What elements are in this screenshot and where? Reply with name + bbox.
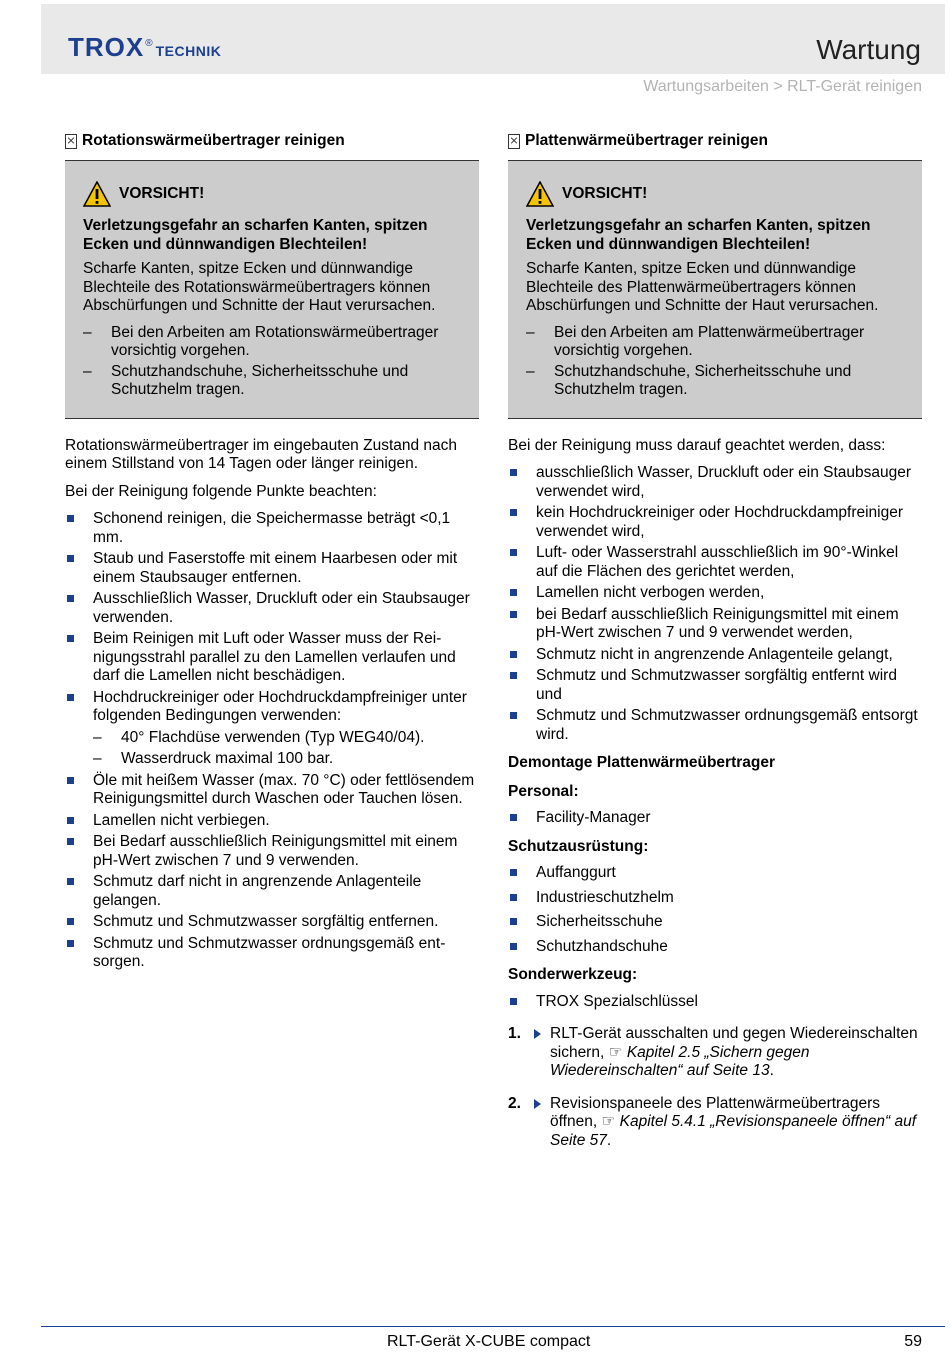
step-arrow-icon xyxy=(532,1025,550,1081)
warning-box xyxy=(508,161,922,419)
warning-subtitle: Verletzungsgefahr an scharfen Kanten, spitzen Ecken und dünnwandigen Blechteilen! xyxy=(526,217,871,253)
right-body xyxy=(508,437,922,1151)
bullet-icon xyxy=(508,464,536,501)
list-item: Schmutz und Schmutzwasser sorgfältig entfernen. xyxy=(65,913,479,932)
bullet-icon xyxy=(508,809,536,828)
warning-label: VORSICHT! xyxy=(119,184,205,202)
warning-box xyxy=(65,161,479,419)
bullet-icon xyxy=(508,606,536,643)
list-item: Schmutz und Schmutzwasser ordnungsgemäß entsorgt wird. xyxy=(508,707,922,744)
bullet-icon xyxy=(508,864,536,883)
footer-title: RLT-Gerät X-CUBE compact xyxy=(387,1333,591,1350)
list-item: Auffanggurt xyxy=(508,864,922,883)
list-item: – Schutzhandschuhe, Sicherheitsschuhe und Schutzhelm tragen. xyxy=(526,362,852,398)
list-item: Schmutz und Schmutzwasser ordnungsgemäß entsorgen. xyxy=(65,935,479,972)
bullet-icon xyxy=(65,935,93,972)
list-item: Bei Bedarf ausschließlich Reinigungsmittel mit einem pH-Wert zwischen 7 und 9 verwenden. xyxy=(65,833,479,870)
cross-reference-link[interactable]: Kapitel 2.5 „Sichern gegen Wiedereinschalten“ auf Seite 13 xyxy=(550,1043,810,1079)
hand-pointer-icon: ☞ xyxy=(601,1113,616,1130)
chapter-title: Wartung xyxy=(816,34,921,65)
list-item: – Bei den Arbeiten am Rotationswärmeübertrager vorsichtig vorgehen. xyxy=(83,323,439,359)
step-arrow-icon xyxy=(532,1095,550,1151)
section-marker-icon xyxy=(65,134,77,149)
logo-main: TROX xyxy=(68,32,145,62)
bullet-icon xyxy=(65,812,93,831)
step-2: 2. Revisionspaneele des Plattenwärmeübertragers öffnen, ☞ Kapitel 5.4.1 „Revisionspaneele öffnen“ auf Seite 57. xyxy=(508,1094,917,1149)
list-item: kein Hochdruckreiniger oder Hochdruckdampfreiniger verwendet wird, xyxy=(508,504,922,541)
warning-subtitle: Verletzungsgefahr an scharfen Kanten, spitzen Ecken und dünnwandigen Blechteilen! xyxy=(83,217,428,253)
special-tool-title: Sonderwerkzeug: xyxy=(508,966,638,983)
warning-triangle-icon xyxy=(83,181,111,207)
list-item: Lamellen nicht verbiegen. xyxy=(65,812,479,831)
list-item: bei Bedarf ausschließlich Reinigungsmittel mit einem pH-Wert zwischen 7 und 9 verwendet werden, xyxy=(508,606,922,643)
bullet-icon xyxy=(508,707,536,744)
intro-text: Rotationswärmeübertrager im eingebauten Zustand nach einem Stillstand von 14 Tagen oder länger reinigen. xyxy=(65,436,458,472)
sub-list-item: – Wasserdruck maximal 100 bar. xyxy=(93,750,334,767)
bullet-icon xyxy=(65,772,93,809)
breadcrumb: Wartungsarbeiten > RLT-Gerät reinigen xyxy=(643,78,922,95)
hand-pointer-icon: ☞ xyxy=(608,1043,623,1061)
bullet-icon xyxy=(65,550,93,587)
personal-title: Personal: xyxy=(508,782,579,800)
logo-registered: ® xyxy=(145,38,153,49)
bullet-icon xyxy=(65,873,93,910)
list-item: Staub und Faserstoffe mit einem Haarbesen oder mit einem Staubsauger entfernen. xyxy=(65,550,479,587)
list-item: – Schutzhandschuhe, Sicherheitsschuhe und Schutzhelm tragen. xyxy=(83,362,409,398)
bullet-icon xyxy=(65,689,93,726)
bullet-icon xyxy=(508,667,536,704)
cross-reference-link[interactable]: Kapitel 5.4.1 „Revisionspaneele öffnen“ auf Seite 57 xyxy=(550,1113,917,1149)
list-item: Schmutz und Schmutzwasser sorgfältig entfernt wird und xyxy=(508,667,922,704)
left-column xyxy=(65,132,479,975)
list-item: Hochdruckreiniger oder Hochdruckdampfreiniger unter folgenden Bedingungen verwenden: xyxy=(65,689,479,726)
sub-list-item: – 40° Flachdüse verwenden (Typ WEG40/04). xyxy=(93,728,425,746)
demontage-title: Demontage Plattenwärmeübertrager xyxy=(508,754,776,771)
warning-text: Scharfe Kanten, spitze Ecken und dünnwandige Blechteile des Plattenwärmeübertragers können Abschürfungen und Schnitte der Haut verursachen. xyxy=(526,260,879,314)
list-item: TROX Spezialschlüssel xyxy=(508,993,922,1012)
bullet-icon xyxy=(65,630,93,686)
step-1: 1. RLT-Gerät ausschalten und gegen Wiedereinschalten sichern, ☞ Kapitel 2.5 „Sichern gegen Wiedereinschalten“ auf Seite 13. xyxy=(508,1025,918,1079)
bullet-icon xyxy=(65,833,93,870)
bullet-icon xyxy=(65,913,93,932)
points-title: Bei der Reinigung folgende Punkte beachten: xyxy=(65,482,377,500)
warning-label: VORSICHT! xyxy=(562,184,648,202)
bullet-icon xyxy=(508,584,536,603)
list-item: Schmutz nicht in angrenzende Anlagenteile gelangt, xyxy=(508,646,922,665)
list-item: – Bei den Arbeiten am Plattenwärmeübertrager vorsichtig vorgehen. xyxy=(526,323,865,359)
bullet-icon xyxy=(508,504,536,541)
list-item: Öle mit heißem Wasser (max. 70 °C) oder fettlösendem Reinigungsmittel durch Waschen oder Tauchen lösen. xyxy=(65,772,479,809)
trox-logo xyxy=(68,32,221,63)
list-item: Lamellen nicht verbogen werden, xyxy=(508,584,922,603)
left-body xyxy=(65,437,479,972)
bullet-icon xyxy=(508,993,536,1012)
list-item: Ausschließlich Wasser, Druckluft oder ein Staubsauger verwenden. xyxy=(65,590,479,627)
section-marker-icon xyxy=(508,134,520,149)
list-item: Schutzhandschuhe xyxy=(508,938,922,957)
list-item: Luft- oder Wasserstrahl ausschließlich im 90°-Winkel auf die Flächen des gerichtet werden, xyxy=(508,544,922,581)
page-header xyxy=(41,4,945,74)
logo-sub: TECHNIK xyxy=(155,43,222,59)
section-title-rotation: Rotationswärmeübertrager reinigen xyxy=(65,132,479,161)
bullet-icon xyxy=(508,938,536,957)
warning-text: Scharfe Kanten, spitze Ecken und dünnwandige Blechteile des Rotationswärmeübertragers können Abschürfungen und Schnitte der Haut verursachen. xyxy=(83,260,436,314)
right-column xyxy=(508,132,922,1150)
list-item: Beim Reinigen mit Luft oder Wasser muss der Reinigungsstrahl parallel zu den Lamellen verlaufen und darf die Lamellen nicht beschädigen. xyxy=(65,630,479,686)
list-item: Schmutz darf nicht in angrenzende Anlagenteile gelangen. xyxy=(65,873,479,910)
bullet-icon xyxy=(65,590,93,627)
list-item: Schonend reinigen, die Speichermasse beträgt <0,1 mm. xyxy=(65,510,479,547)
intro-text: Bei der Reinigung muss darauf geachtet werden, dass: xyxy=(508,436,886,454)
list-item: ausschließlich Wasser, Druckluft oder ein Staubsauger verwendet wird, xyxy=(508,464,922,501)
warning-triangle-icon xyxy=(526,181,554,207)
list-item: Facility-Manager xyxy=(508,809,922,828)
section-title-plate: Plattenwärmeübertrager reinigen xyxy=(508,132,922,161)
list-item: Sicherheitsschuhe xyxy=(508,913,922,932)
bullet-icon xyxy=(508,544,536,581)
protection-title: Schutzausrüstung: xyxy=(508,837,649,855)
footer-divider xyxy=(41,1326,945,1327)
bullet-icon xyxy=(508,889,536,908)
bullet-icon xyxy=(508,646,536,665)
page-number: 59 xyxy=(904,1333,922,1350)
bullet-icon xyxy=(65,510,93,547)
bullet-icon xyxy=(508,913,536,932)
list-item: Industrieschutzhelm xyxy=(508,889,922,908)
